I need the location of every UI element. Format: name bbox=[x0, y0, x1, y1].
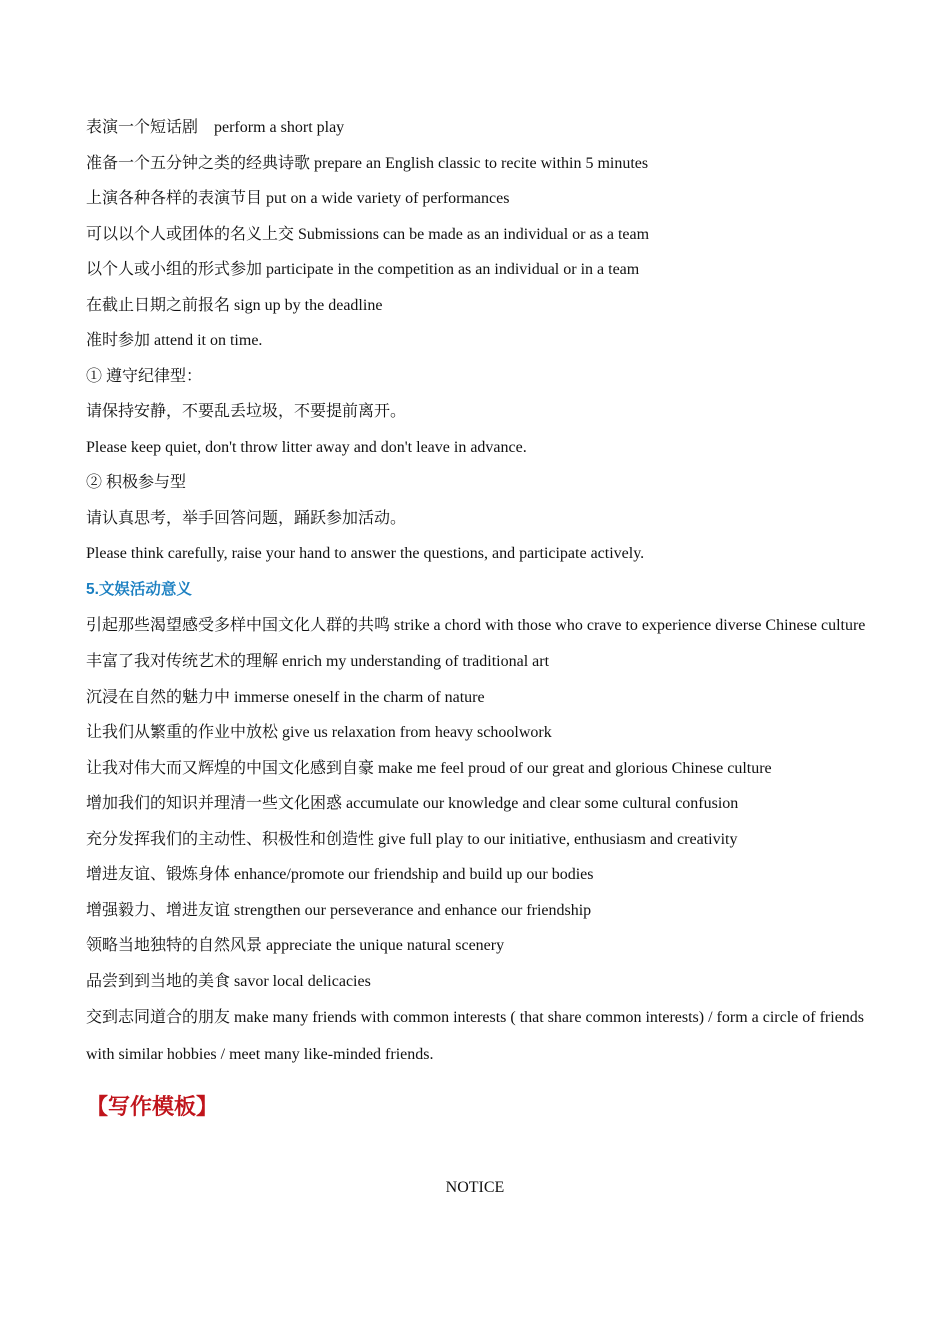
document-body bbox=[86, 110, 876, 1123]
phrase-line: 增加我们的知识并理清一些文化困惑 accumulate our knowledge and clear some cultural confusion bbox=[86, 795, 739, 812]
phrase-line: 丰富了我对传统艺术的理解 enrich my understanding of traditional art bbox=[86, 653, 550, 670]
phrase-line: 准备一个五分钟之类的经典诗歌 prepare an English classic to recite within 5 minutes bbox=[86, 154, 649, 172]
writing-template-heading: 【写作模板】 bbox=[86, 1095, 219, 1120]
phrase-line: 增进友谊、锻炼身体 enhance/promote our friendship and build up our bodies bbox=[86, 866, 594, 883]
notice-title: NOTICE bbox=[445, 1179, 505, 1196]
example-sentence-zh: 请保持安静，不要乱丢垃圾，不要提前离开。 bbox=[86, 403, 407, 420]
phrase-line: 以个人或小组的形式参加 participate in the competition as an individual or in a team bbox=[86, 261, 640, 278]
phrase-line: 交到志同道合的朋友 make many friends with common interests ( that share common interests) / form a circle of friends with similar hobbies / meet many like-minded friends. bbox=[86, 1009, 865, 1063]
phrase-line: 让我们从繁重的作业中放松 give us relaxation from heavy schoolwork bbox=[86, 724, 552, 741]
phrase-line: 可以以个人或团体的名义上交 Submissions can be made as an individual or as a team bbox=[86, 225, 650, 243]
example-sentence-en: Please keep quiet, don't throw litter away and don't leave in advance. bbox=[86, 438, 527, 456]
example-sentence-zh: 请认真思考，举手回答问题，踊跃参加活动。 bbox=[86, 509, 407, 527]
phrase-line: 充分发挥我们的主动性、积极性和创造性 give full play to our initiative, enthusiasm and creativity bbox=[86, 830, 738, 848]
phrase-line: 引起那些渴望感受多样中国文化人群的共鸣 strike a chord with those who crave to experience diverse Chinese culture bbox=[86, 617, 866, 634]
category-label: ① 遵守纪律型： bbox=[86, 367, 203, 385]
phrase-line: 在截止日期之前报名 sign up by the deadline bbox=[86, 296, 383, 314]
phrase-line: 沉浸在自然的魅力中 immerse oneself in the charm of nature bbox=[86, 688, 485, 706]
phrase-line: 上演各种各样的表演节目 put on a wide variety of performances bbox=[86, 190, 510, 207]
phrase-line: 领略当地独特的自然风景 appreciate the unique natural scenery bbox=[86, 937, 505, 954]
phrase-line: 品尝到到当地的美食 savor local delicacies bbox=[86, 972, 371, 990]
phrase-line: 增强毅力、增进友谊 strengthen our perseverance and enhance our friendship bbox=[86, 901, 592, 919]
phrase-line: 准时参加 attend it on time. bbox=[86, 332, 263, 349]
section-heading: 5.文娱活动意义 bbox=[86, 580, 192, 598]
example-sentence-en: Please think carefully, raise your hand to answer the questions, and participate actively. bbox=[86, 545, 645, 562]
phrase-line: 表演一个短话剧 perform a short play bbox=[86, 119, 345, 136]
phrase-line: 让我对伟大而又辉煌的中国文化感到自豪 make me feel proud of our great and glorious Chinese culture bbox=[86, 759, 772, 777]
category-label: ② 积极参与型 bbox=[86, 474, 187, 491]
